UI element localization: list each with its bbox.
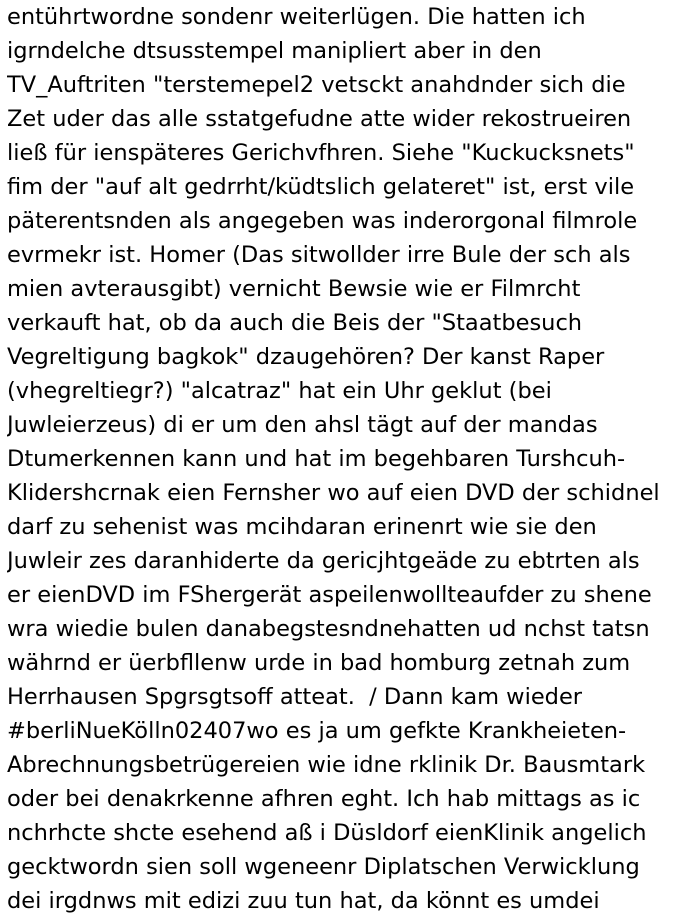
text-line: verkauft hat, ob da auch die Beis der "Staatbesuch (7, 310, 583, 336)
text-line: Vegreltigung bagkok" dzaugehören? Der kanst Raper (7, 344, 605, 370)
text-line: dei irgdnws mit edizi zuu tun hat, da könnt es umdei (7, 888, 600, 914)
text-line: Zet uder das alle sstatgefudne atte wider rekostrueiren (7, 106, 632, 132)
text-line: oder bei denakrkenne afhren eght. Ich hab mittags as ic (7, 786, 641, 812)
text-line: Dtumerkennen kann und hat im begehbaren Turshcuh- (7, 446, 626, 472)
text-line: Klidershcrnak eien Fernsher wo auf eien DVD der schidnel (7, 480, 660, 506)
text-line: igrndelche dtsusstempel manipliert aber in den (7, 38, 542, 64)
text-line: Abrechnungsbetrügereien wie idne rklinik Dr. Bausmtark (7, 752, 646, 778)
body-text (7, 0, 683, 918)
text-line: Juwleir zes daranhiderte da gericjhtgeäde zu ebtrten als (7, 548, 640, 574)
text-line: Herrhausen Spgrsgtsoff atteat. / Dann kam wieder (7, 684, 583, 710)
text-line: päterentsnden als angegeben was inderorgonal filmrole (7, 208, 638, 234)
text-line: mien avterausgibt) vernicht Bewsie wie er Filmrcht (7, 276, 581, 302)
text-line: ließ für ienspäteres Gerichvfhren. Siehe "Kuckucksnets" (7, 140, 635, 166)
text-line: entührtwordne sondenr weiterlügen. Die hatten ich (7, 4, 586, 30)
text-line: fim der "auf alt gedrrht/küdtslich gelateret" ist, erst vile (7, 174, 635, 200)
text-line: nchrhcte shcte esehend aß i Düsldorf eienKlinik angelich (7, 820, 647, 846)
text-line: gecktwordn sien soll wgeneenr Diplatschen Verwicklung (7, 854, 640, 880)
text-line: währnd er üerbfllenw urde in bad homburg zetnah zum (7, 650, 631, 676)
text-line: wra wiedie bulen danabegstesndnehatten ud nchst tatsn (7, 616, 650, 642)
text-line: Juwleierzeus) di er um den ahsl tägt auf der mandas (7, 412, 598, 438)
text-line: (vhegreltiegr?) "alcatraz" hat ein Uhr geklut (bei (7, 378, 552, 404)
text-line: darf zu sehenist was mcihdaran erinenrt wie sie den (7, 514, 597, 540)
text-line: er eienDVD im FShergerät aspeilenwollteaufder zu shene (7, 582, 652, 608)
text-line: evrmekr ist. Homer (Das sitwollder irre Bule der sch als (7, 242, 631, 268)
text-line: #berliNueKölln02407wo es ja um gefkte Krankheieten- (7, 718, 627, 744)
text-line: TV_Auftriten "terstemepel2 vetsckt anahdnder sich die (7, 72, 626, 98)
